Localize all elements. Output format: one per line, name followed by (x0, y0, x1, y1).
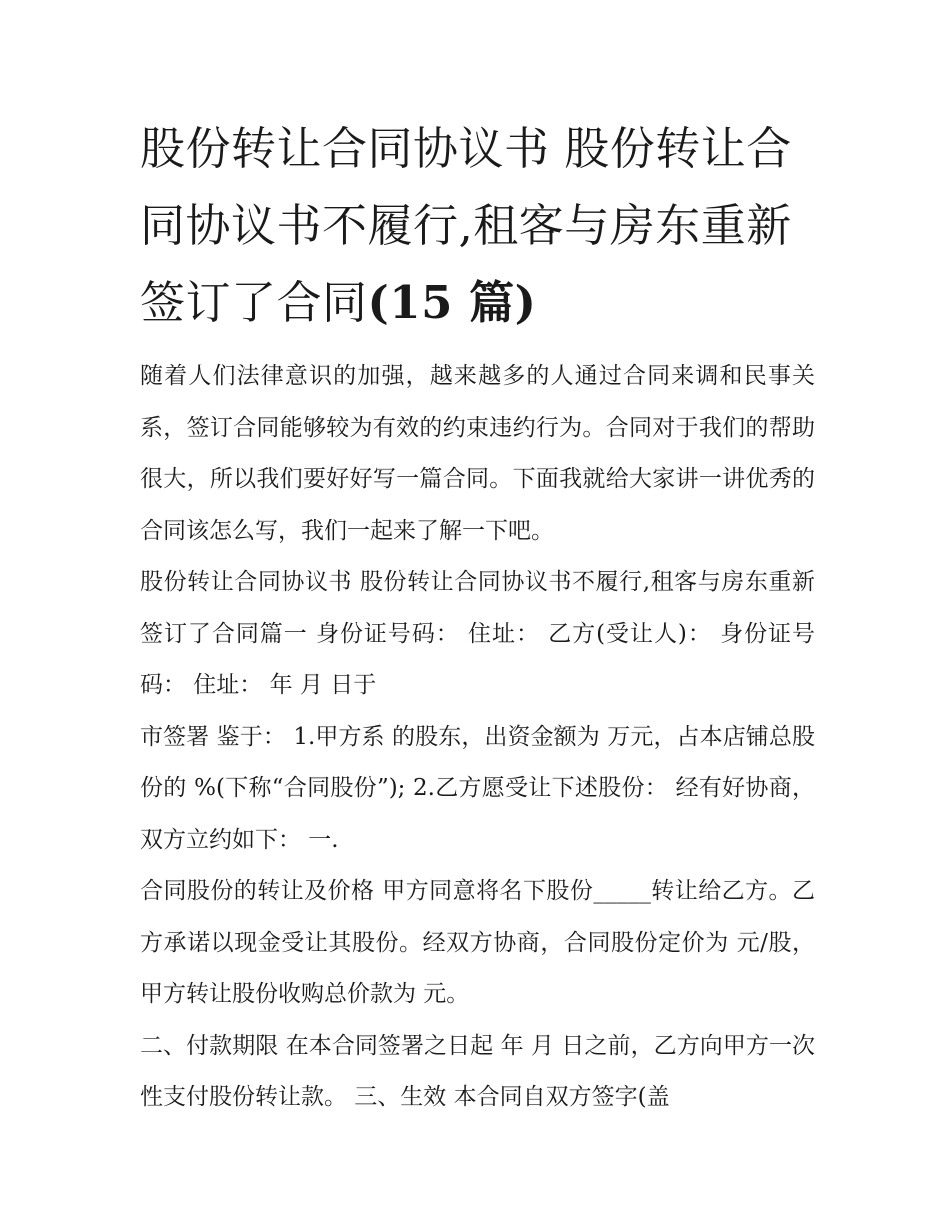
paragraph-intro: 随着人们法律意识的加强，越来越多的人通过合同来调和民事关系，签订合同能够较为有效的约束违约行为。合同对于我们的帮助很大，所以我们要好好写一篇合同。下面我就给大家讲一讲优秀的合同该怎么写，我们一起来了解一下吧。 (140, 363, 815, 544)
title-main: 股份转让合同协议书 股份转让合同协议书不履行,租客与房东重新签订了合同 (140, 122, 792, 329)
paragraph-recitals: 市签署 鉴于： 1.甲方系 的股东，出资金额为 万元，占本店铺总股份的 %(下称“合同股份”); 2.乙方愿受让下述股份： 经有好协商，双方立约如下： 一. (140, 723, 815, 853)
paragraph-parties: 股份转让合同协议书 股份转让合同协议书不履行,租客与房东重新签订了合同篇一 身份证号码： 住址： 乙方(受让人)： 身份证号码： 住址： 年 月 日于 (140, 569, 815, 698)
paragraph-payment-effect: 二、付款期限 在本合同签署之日起 年 月 日之前，乙方向甲方一次性支付股份转让款。 三、生效 本合同自双方签字(盖 (140, 1032, 815, 1110)
title-suffix: (15 篇) (367, 276, 537, 329)
document-title (140, 110, 815, 341)
paragraph-transfer-price: 合同股份的转让及价格 甲方同意将名下股份_____转让给乙方。乙方承诺以现金受让其股份。经双方协商，合同股份定价为 元/股，甲方转让股份收购总价款为 元。 (140, 878, 815, 1007)
document-page (140, 110, 815, 1124)
